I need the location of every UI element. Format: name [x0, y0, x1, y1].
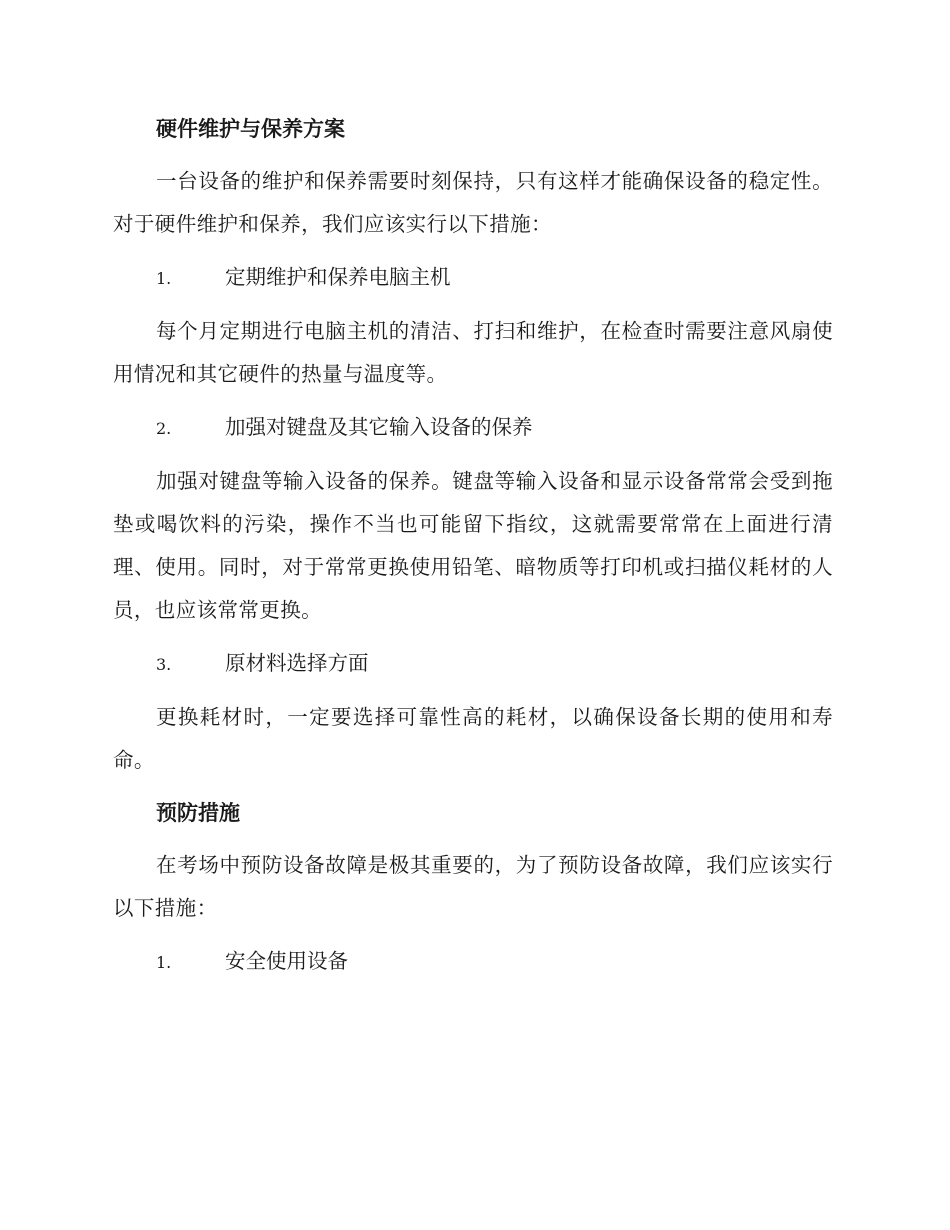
section-intro-paragraph: 在考场中预防设备故障是极其重要的，为了预防设备故障，我们应该实行以下措施：: [113, 853, 833, 920]
list-item-1: [113, 940, 833, 984]
list-number: 1.: [156, 953, 172, 972]
section-heading-prevention: 预防措施: [156, 800, 240, 825]
list-item-body-paragraph: 更换耗材时，一定要选择可靠性高的耗材，以确保设备长期的使用和寿命。: [113, 705, 833, 772]
list-item-title: 原材料选择方面: [225, 651, 369, 675]
list-item-title: 安全使用设备: [225, 949, 348, 973]
list-item-1: [113, 256, 833, 300]
list-number: 2.: [156, 419, 172, 438]
list-item-body-paragraph: 每个月定期进行电脑主机的清洁、打扫和维护，在检查时需要注意风扇使用情况和其它硬件的热量与温度等。: [113, 319, 833, 386]
list-item-body-paragraph: 加强对键盘等输入设备的保养。键盘等输入设备和显示设备常常会受到拖垫或喝饮料的污染，操作不当也可能留下指纹，这就需要常常在上面进行清理、使用。同时，对于常常更换使用铅笔、暗物质等打印机或扫描仪耗材的人员，也应该常常更换。: [113, 469, 833, 622]
list-number: 1.: [156, 269, 172, 288]
section-heading-hardware-maintenance: 硬件维护与保养方案: [156, 116, 345, 141]
list-item-3: [113, 642, 833, 686]
document-body: [113, 108, 833, 994]
section-intro-paragraph: 一台设备的维护和保养需要时刻保持，只有这样才能确保设备的稳定性。对于硬件维护和保养，我们应该实行以下措施：: [113, 169, 833, 236]
list-item-2: [113, 406, 833, 450]
list-number: 3.: [156, 655, 172, 674]
list-item-title: 定期维护和保养电脑主机: [225, 265, 451, 289]
list-item-title: 加强对键盘及其它输入设备的保养: [225, 415, 533, 439]
